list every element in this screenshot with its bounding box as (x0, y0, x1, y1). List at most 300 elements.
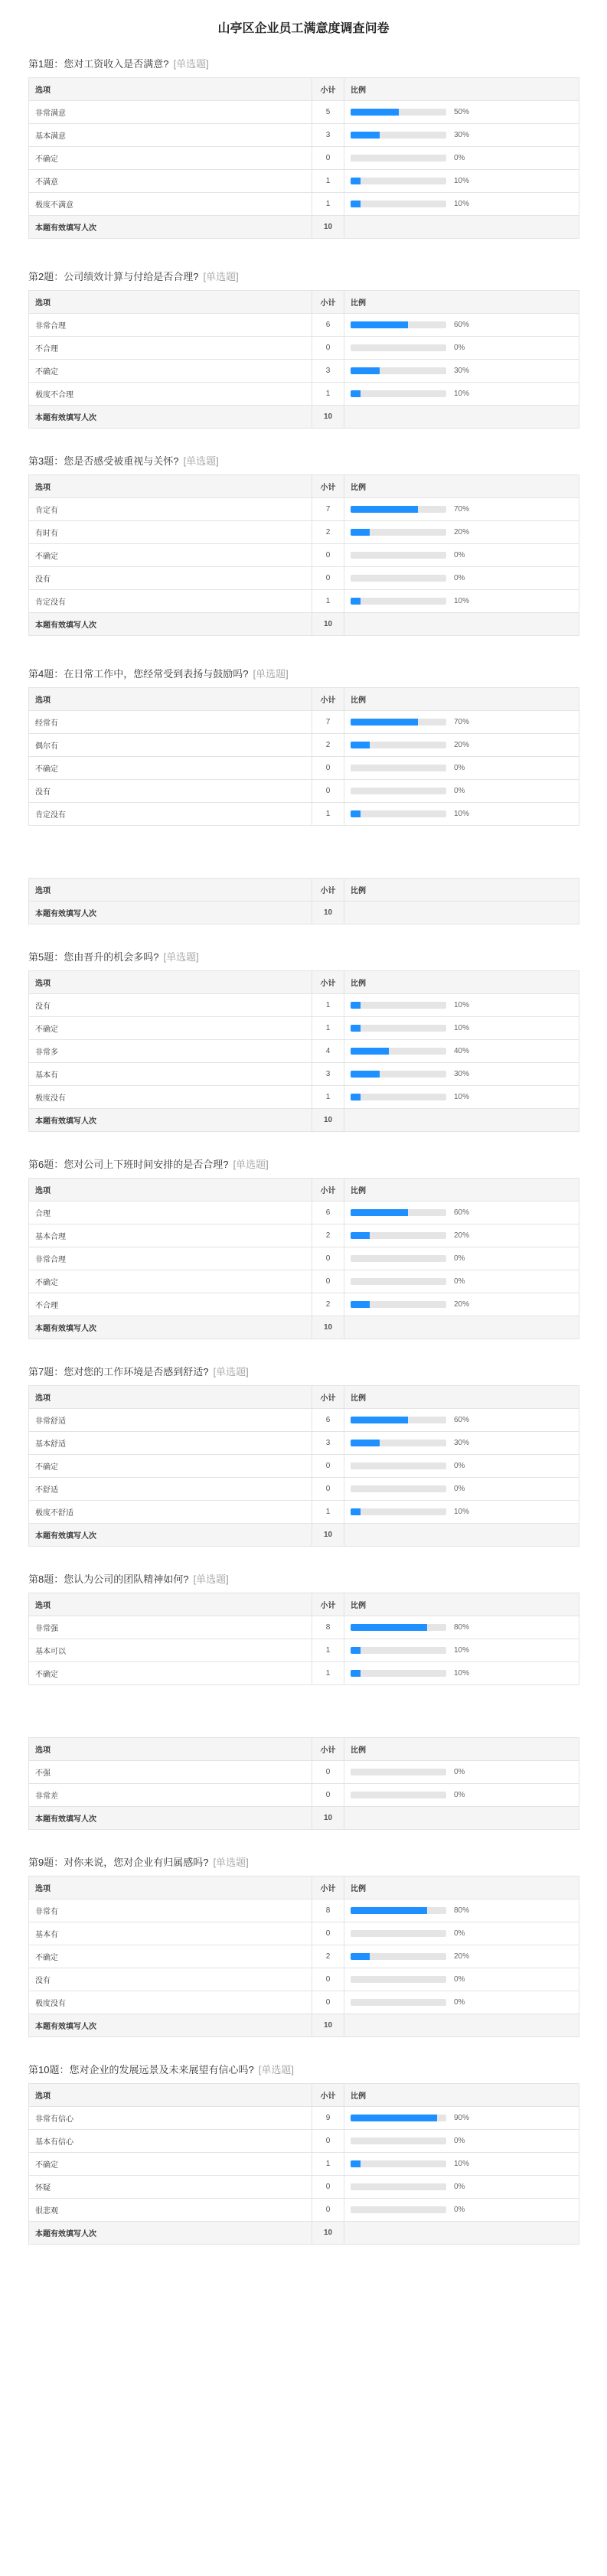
table-row (29, 1639, 579, 1662)
ratio-bar-group (351, 528, 579, 536)
option-label: 没有 (29, 567, 312, 590)
table-row (29, 734, 579, 757)
question-block (28, 667, 579, 950)
ratio-percent: 10% (454, 597, 470, 605)
header-option: 选项 (29, 1386, 312, 1409)
table-row (29, 193, 579, 216)
question-text: 第4题：在日常工作中，您经常受到表扬与鼓励吗? (28, 668, 249, 680)
header-count: 小计 (312, 1386, 344, 1409)
question-text: 第10题：您对企业的发展远景及未来展望有信心吗? (28, 2064, 254, 2075)
ratio-bar-track (351, 787, 446, 794)
option-label: 非常有 (29, 1899, 312, 1922)
ratio-percent: 0% (454, 1254, 465, 1263)
header-option: 选项 (29, 1738, 312, 1761)
header-ratio: 比例 (344, 1738, 579, 1761)
results-table (28, 878, 579, 924)
ratio-bar-track (351, 1624, 446, 1631)
question-block (28, 1572, 579, 1855)
ratio-bar-group (351, 1277, 579, 1286)
table-row (29, 2153, 579, 2176)
option-ratio (344, 1662, 579, 1685)
ratio-percent: 20% (454, 741, 470, 749)
ratio-bar-group (351, 1485, 579, 1493)
question-type-tag: [单选题] (163, 951, 199, 963)
ratio-bar-group (351, 1646, 579, 1655)
results-table (28, 77, 579, 239)
option-label: 非常合理 (29, 1247, 312, 1270)
ratio-bar-group (351, 810, 579, 818)
ratio-bar-fill (351, 1048, 389, 1055)
ratio-bar-track (351, 1025, 446, 1032)
ratio-percent: 10% (454, 2160, 470, 2168)
option-count: 2 (312, 734, 344, 757)
results-table (28, 474, 579, 636)
ratio-bar-track (351, 2206, 446, 2213)
question-title (28, 667, 579, 682)
option-ratio (344, 1945, 579, 1968)
total-empty-cell (344, 2014, 579, 2037)
table-row (29, 498, 579, 521)
header-count: 小计 (312, 1593, 344, 1616)
option-ratio (344, 2176, 579, 2199)
header-count: 小计 (312, 971, 344, 994)
ratio-percent: 0% (454, 1929, 465, 1938)
question-text: 第6题：您对公司上下班时间安排的是否合理? (28, 1159, 229, 1170)
ratio-bar-group (351, 1093, 579, 1101)
ratio-bar-group (351, 1952, 579, 1961)
ratio-percent: 10% (454, 390, 470, 398)
ratio-bar-track (351, 575, 446, 582)
option-count: 0 (312, 757, 344, 780)
option-label: 不合理 (29, 337, 312, 360)
option-ratio (344, 2199, 579, 2222)
ratio-bar-track (351, 1999, 446, 2006)
ratio-percent: 10% (454, 810, 470, 818)
option-ratio (344, 2153, 579, 2176)
option-ratio (344, 711, 579, 734)
option-count: 1 (312, 2153, 344, 2176)
ratio-bar-track (351, 1232, 446, 1239)
option-count: 1 (312, 590, 344, 613)
header-ratio: 比例 (344, 1386, 579, 1409)
ratio-bar-group (351, 108, 579, 116)
total-row (29, 1524, 579, 1547)
ratio-bar-group (351, 574, 579, 582)
option-ratio (344, 124, 579, 147)
option-label: 极度不舒适 (29, 1501, 312, 1524)
option-label: 极度不合理 (29, 383, 312, 406)
total-empty-cell (344, 1316, 579, 1339)
total-count: 10 (312, 406, 344, 429)
ratio-bar-fill (351, 1907, 427, 1914)
option-label: 没有 (29, 1968, 312, 1991)
ratio-bar-fill (351, 367, 380, 374)
option-ratio (344, 1409, 579, 1432)
ratio-bar-track (351, 201, 446, 207)
option-ratio (344, 1639, 579, 1662)
header-ratio: 比例 (344, 475, 579, 498)
table-row (29, 1945, 579, 1968)
total-count: 10 (312, 613, 344, 636)
table-row (29, 1040, 579, 1063)
ratio-percent: 0% (454, 551, 465, 559)
header-option: 选项 (29, 971, 312, 994)
ratio-bar-fill (351, 506, 418, 513)
table-row (29, 1501, 579, 1524)
ratio-bar-group (351, 177, 579, 185)
header-option: 选项 (29, 291, 312, 314)
header-count: 小计 (312, 475, 344, 498)
ratio-bar-group (351, 1998, 579, 2007)
ratio-percent: 10% (454, 200, 470, 208)
table-row (29, 1991, 579, 2014)
table-row (29, 1293, 579, 1316)
option-count: 3 (312, 124, 344, 147)
ratio-bar-track (351, 1953, 446, 1960)
option-count: 0 (312, 1270, 344, 1293)
ratio-percent: 50% (454, 108, 470, 116)
ratio-bar-track (351, 1976, 446, 1983)
option-count: 2 (312, 521, 344, 544)
ratio-bar-group (351, 1070, 579, 1078)
option-count: 9 (312, 2107, 344, 2130)
ratio-percent: 0% (454, 574, 465, 582)
total-empty-cell (344, 406, 579, 429)
table-header-row (29, 78, 579, 101)
option-count: 1 (312, 1639, 344, 1662)
header-option: 选项 (29, 475, 312, 498)
option-ratio (344, 337, 579, 360)
ratio-percent: 0% (454, 2206, 465, 2214)
table-row (29, 2176, 579, 2199)
table-row (29, 314, 579, 337)
total-row (29, 2222, 579, 2245)
table-row (29, 1662, 579, 1685)
option-count: 0 (312, 1478, 344, 1501)
option-ratio (344, 1432, 579, 1455)
table-header-row (29, 2084, 579, 2107)
header-count: 小计 (312, 1877, 344, 1899)
ratio-bar-track (351, 390, 446, 397)
option-label: 没有 (29, 994, 312, 1017)
ratio-bar-track (351, 765, 446, 771)
option-label: 不满意 (29, 170, 312, 193)
table-row (29, 1968, 579, 1991)
option-ratio (344, 1501, 579, 1524)
option-ratio (344, 1202, 579, 1224)
ratio-bar-group (351, 321, 579, 329)
ratio-percent: 30% (454, 1439, 470, 1447)
table-row (29, 1761, 579, 1784)
option-ratio (344, 590, 579, 613)
table-header-row (29, 1593, 579, 1616)
table-spacer (28, 826, 579, 878)
ratio-percent: 10% (454, 1508, 470, 1516)
ratio-bar-group (351, 597, 579, 605)
question-title (28, 57, 579, 72)
total-empty-cell (344, 613, 579, 636)
ratio-bar-track (351, 321, 446, 328)
option-label: 非常强 (29, 1616, 312, 1639)
table-row (29, 147, 579, 170)
table-row (29, 544, 579, 567)
option-label: 极度没有 (29, 1991, 312, 2014)
ratio-bar-track (351, 1670, 446, 1677)
header-count: 小计 (312, 688, 344, 711)
ratio-bar-group (351, 1669, 579, 1678)
option-label: 非常舒适 (29, 1409, 312, 1432)
ratio-bar-group (351, 1791, 579, 1799)
ratio-bar-fill (351, 321, 408, 328)
option-label: 基本可以 (29, 1639, 312, 1662)
option-label: 基本合理 (29, 1224, 312, 1247)
ratio-percent: 80% (454, 1623, 470, 1632)
table-row (29, 1432, 579, 1455)
total-row (29, 1316, 579, 1339)
ratio-bar-fill (351, 1232, 370, 1239)
option-ratio (344, 2130, 579, 2153)
ratio-bar-fill (351, 1002, 361, 1009)
ratio-bar-track (351, 2160, 446, 2167)
ratio-bar-group (351, 551, 579, 559)
ratio-bar-group (351, 2206, 579, 2214)
option-count: 0 (312, 1991, 344, 2014)
ratio-bar-track (351, 1440, 446, 1446)
ratio-bar-fill (351, 742, 370, 748)
total-label: 本题有效填写人次 (29, 406, 312, 429)
total-row (29, 613, 579, 636)
ratio-bar-track (351, 155, 446, 161)
total-row (29, 2014, 579, 2037)
option-label: 基本有信心 (29, 2130, 312, 2153)
ratio-bar-track (351, 1094, 446, 1101)
question-text: 第9题：对你来说，您对企业有归属感吗? (28, 1857, 209, 1868)
table-row (29, 1270, 579, 1293)
header-option: 选项 (29, 1593, 312, 1616)
ratio-percent: 0% (454, 2137, 465, 2145)
ratio-percent: 60% (454, 1208, 470, 1217)
ratio-bar-group (351, 1254, 579, 1263)
ratio-bar-track (351, 2137, 446, 2144)
ratio-percent: 0% (454, 344, 465, 352)
header-count: 小计 (312, 78, 344, 101)
ratio-bar-track (351, 367, 446, 374)
option-ratio (344, 1063, 579, 1086)
ratio-bar-track (351, 529, 446, 536)
table-row (29, 124, 579, 147)
question-block (28, 269, 579, 454)
ratio-percent: 20% (454, 1952, 470, 1961)
option-label: 肯定有 (29, 498, 312, 521)
option-ratio (344, 544, 579, 567)
total-row (29, 902, 579, 924)
question-title (28, 1572, 579, 1587)
ratio-bar-track (351, 1255, 446, 1262)
total-label: 本题有效填写人次 (29, 1807, 312, 1830)
option-ratio (344, 994, 579, 1017)
ratio-bar-group (351, 1975, 579, 1984)
ratio-percent: 60% (454, 1416, 470, 1424)
ratio-percent: 20% (454, 1231, 470, 1240)
option-count: 7 (312, 711, 344, 734)
option-count: 1 (312, 1501, 344, 1524)
total-count: 10 (312, 1807, 344, 1830)
question-spacer (28, 1547, 579, 1572)
option-count: 8 (312, 1616, 344, 1639)
table-row (29, 1202, 579, 1224)
ratio-bar-group (351, 1768, 579, 1776)
results-table (28, 290, 579, 429)
total-empty-cell (344, 1524, 579, 1547)
option-count: 5 (312, 101, 344, 124)
option-label: 不确定 (29, 360, 312, 383)
table-row (29, 1455, 579, 1478)
header-option: 选项 (29, 2084, 312, 2107)
ratio-bar-track (351, 719, 446, 726)
option-label: 有时有 (29, 521, 312, 544)
option-ratio (344, 1086, 579, 1109)
ratio-bar-group (351, 1416, 579, 1424)
option-label: 基本满意 (29, 124, 312, 147)
option-label: 不合理 (29, 1293, 312, 1316)
question-title (28, 950, 579, 965)
question-block (28, 1157, 579, 1365)
option-label: 不舒适 (29, 1478, 312, 1501)
question-title (28, 2062, 579, 2078)
table-row (29, 1899, 579, 1922)
total-label: 本题有效填写人次 (29, 2014, 312, 2037)
ratio-bar-track (351, 1485, 446, 1492)
option-ratio (344, 170, 579, 193)
option-label: 不确定 (29, 1017, 312, 1040)
total-empty-cell (344, 1807, 579, 1830)
ratio-bar-group (351, 1906, 579, 1915)
option-ratio (344, 1899, 579, 1922)
header-ratio: 比例 (344, 1877, 579, 1899)
option-ratio (344, 2107, 579, 2130)
ratio-bar-group (351, 2183, 579, 2191)
ratio-percent: 10% (454, 177, 470, 185)
ratio-bar-group (351, 2114, 579, 2122)
ratio-bar-track (351, 132, 446, 139)
results-table (28, 1593, 579, 1685)
option-label: 非常满意 (29, 101, 312, 124)
question-type-tag: [单选题] (183, 455, 219, 467)
option-label: 不确定 (29, 1662, 312, 1685)
question-text: 第1题：您对工资收入是否满意? (28, 58, 169, 70)
option-label: 不确定 (29, 544, 312, 567)
option-label: 偶尔有 (29, 734, 312, 757)
ratio-bar-group (351, 390, 579, 398)
ratio-bar-group (351, 741, 579, 749)
ratio-percent: 0% (454, 1975, 465, 1984)
ratio-bar-track (351, 1462, 446, 1469)
ratio-bar-track (351, 1930, 446, 1937)
header-ratio: 比例 (344, 291, 579, 314)
ratio-percent: 10% (454, 1093, 470, 1101)
ratio-percent: 30% (454, 367, 470, 375)
option-count: 0 (312, 544, 344, 567)
table-header-row (29, 475, 579, 498)
question-text: 第3题：您是否感受被重视与关怀? (28, 455, 179, 467)
ratio-percent: 20% (454, 1300, 470, 1309)
option-count: 3 (312, 1063, 344, 1086)
header-ratio: 比例 (344, 879, 579, 902)
ratio-bar-group (351, 1047, 579, 1055)
ratio-bar-fill (351, 109, 399, 116)
ratio-percent: 90% (454, 2114, 470, 2122)
ratio-percent: 30% (454, 1070, 470, 1078)
option-ratio (344, 1478, 579, 1501)
option-label: 肯定没有 (29, 803, 312, 826)
header-option: 选项 (29, 1877, 312, 1899)
option-label: 不确定 (29, 1945, 312, 1968)
ratio-bar-fill (351, 598, 361, 605)
total-row (29, 1109, 579, 1132)
option-ratio (344, 780, 579, 803)
option-label: 怀疑 (29, 2176, 312, 2199)
option-count: 7 (312, 498, 344, 521)
ratio-bar-fill (351, 201, 361, 207)
ratio-bar-group (351, 787, 579, 795)
option-ratio (344, 101, 579, 124)
option-count: 0 (312, 1922, 344, 1945)
table-header-row (29, 1179, 579, 1202)
ratio-bar-group (351, 2137, 579, 2145)
option-ratio (344, 567, 579, 590)
total-label: 本题有效填写人次 (29, 216, 312, 239)
total-empty-cell (344, 902, 579, 924)
option-count: 0 (312, 337, 344, 360)
option-count: 0 (312, 1784, 344, 1807)
option-ratio (344, 1455, 579, 1478)
ratio-percent: 0% (454, 764, 465, 772)
table-header-row (29, 1877, 579, 1899)
option-label: 非常多 (29, 1040, 312, 1063)
table-row (29, 757, 579, 780)
table-header-row (29, 291, 579, 314)
question-title (28, 454, 579, 469)
option-label: 不确定 (29, 147, 312, 170)
total-label: 本题有效填写人次 (29, 1524, 312, 1547)
option-ratio (344, 498, 579, 521)
question-title (28, 1157, 579, 1172)
ratio-bar-fill (351, 810, 361, 817)
question-type-tag: [单选题] (173, 58, 209, 70)
question-spacer (28, 429, 579, 454)
header-option: 选项 (29, 78, 312, 101)
total-count: 10 (312, 1524, 344, 1547)
ratio-percent: 80% (454, 1906, 470, 1915)
question-block (28, 1855, 579, 2062)
ratio-percent: 10% (454, 1001, 470, 1009)
ratio-bar-fill (351, 1508, 361, 1515)
option-ratio (344, 803, 579, 826)
option-count: 1 (312, 170, 344, 193)
ratio-bar-fill (351, 178, 361, 184)
question-type-tag: [单选题] (213, 1857, 249, 1868)
option-ratio (344, 1270, 579, 1293)
ratio-bar-group (351, 1208, 579, 1217)
results-table (28, 1876, 579, 2037)
option-count: 0 (312, 2130, 344, 2153)
table-row (29, 1922, 579, 1945)
ratio-percent: 0% (454, 1462, 465, 1470)
ratio-percent: 70% (454, 718, 470, 726)
ratio-bar-track (351, 1002, 446, 1009)
ratio-bar-group (351, 1001, 579, 1009)
ratio-bar-group (351, 1231, 579, 1240)
